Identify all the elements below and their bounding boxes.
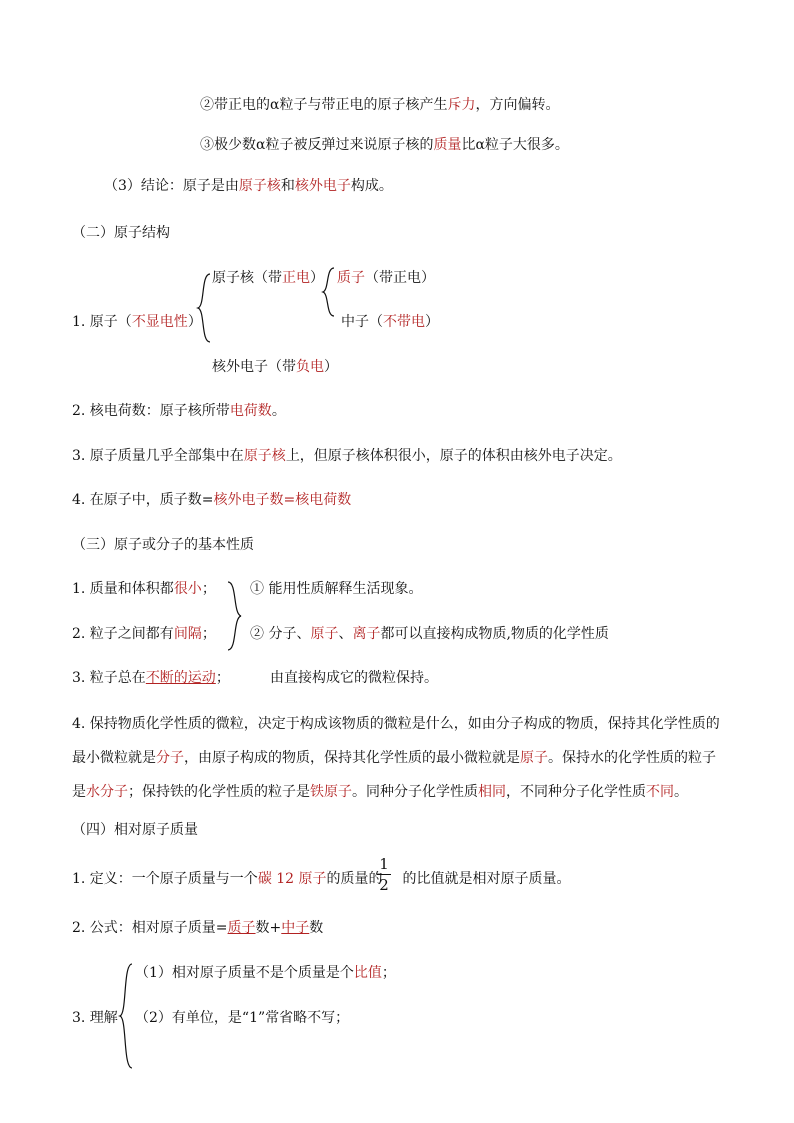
one-half-fraction	[377, 855, 391, 894]
electron-label: 核外电子（带负电）	[212, 359, 338, 375]
property-2: 2. 粒子之间都有间隔；	[72, 626, 216, 642]
statement-2: ②带正电的α粒子与带正电的原子核产生斥力，方向偏转。	[200, 97, 560, 113]
nuclear-charge-item: 2. 核电荷数：原子核所带电荷数。	[72, 403, 286, 419]
note-3: 由直接构成它的微粒保持。	[270, 670, 438, 686]
formula-item: 2. 公式：相对原子质量=质子数+中子数	[72, 920, 324, 936]
fraction-numerator: 1	[379, 855, 389, 873]
definition-item: 1. 定义：一个原子质量与一个碳 12 原子的质量的 的比值就是相对原子质量。	[72, 871, 571, 887]
section-2-heading: （二）原子结构	[72, 225, 170, 241]
neutron-label: 中子（不带电）	[341, 314, 439, 330]
atom-brace	[196, 272, 212, 344]
properties-brace	[226, 580, 244, 652]
section-4-heading: （四）相对原子质量	[72, 822, 198, 838]
fraction-denominator: 2	[379, 876, 389, 894]
nucleus-label: 原子核（带正电）	[212, 270, 324, 286]
property-3: 3. 粒子总在不断的运动；	[72, 670, 230, 686]
understanding-brace	[118, 962, 134, 1070]
atomic-mass-item: 3. 原子质量几乎全部集中在原子核上，但原子核体积很小，原子的体积由核外电子决定。	[72, 448, 622, 464]
section-3-heading: （三）原子或分子的基本性质	[72, 537, 254, 553]
understanding-label: 3. 理解	[72, 1010, 118, 1026]
chemical-property-paragraph: 4. 保持物质化学性质的微粒，决定于构成该物质的微粒是什么，如由分子构成的物质，保持其化学性质的最小微粒就是分子，由原子构成的物质，保持其化学性质的最小微粒就是原子。保持水的化学性质的粒子是水分子；保持铁的化学性质的粒子是铁原子。同种分子化学性质相同，不同种分子化学性质不同。	[72, 716, 720, 800]
understanding-1: （1）相对原子质量不是个质量是个比值；	[135, 965, 396, 981]
proton-number-item: 4. 在原子中，质子数=核外电子数=核电荷数	[72, 492, 352, 508]
fraction-bar	[377, 874, 391, 875]
note-1: ① 能用性质解释生活现象。	[250, 581, 423, 597]
property-1: 1. 质量和体积都很小；	[72, 581, 216, 597]
note-2: ② 分子、原子、离子都可以直接构成物质,物质的化学性质	[250, 626, 609, 642]
conclusion: （3）结论：原子是由原子核和核外电子构成。	[104, 178, 393, 194]
nucleus-brace	[320, 266, 336, 318]
statement-3: ③极少数α粒子被反弹过来说原子核的质量比α粒子大很多。	[200, 137, 569, 153]
proton-label: 质子（带正电）	[337, 270, 435, 286]
atom-label: 1. 原子（不显电性）	[72, 314, 202, 330]
understanding-2: （2）有单位，是“1”常省略不写；	[135, 1010, 350, 1026]
